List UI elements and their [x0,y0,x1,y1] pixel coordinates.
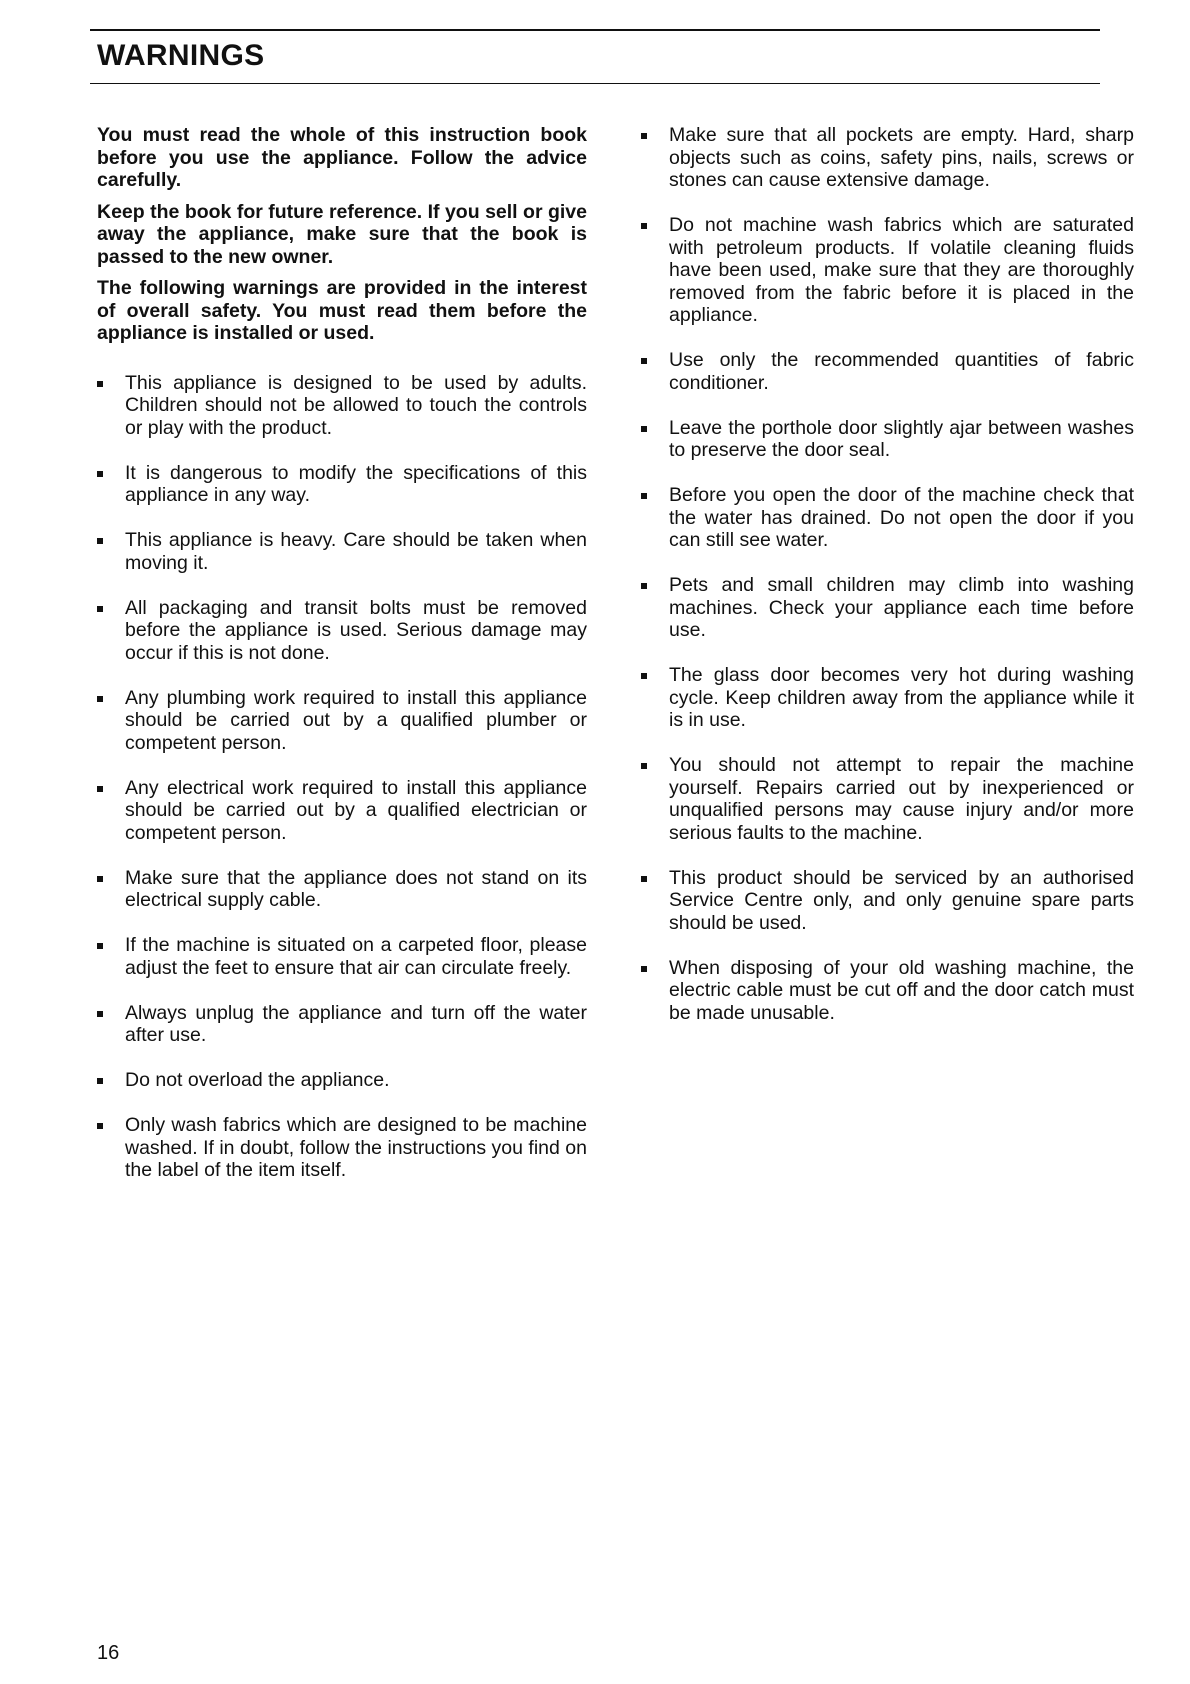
warning-item [97,934,587,979]
bullet-icon [97,876,103,882]
warning-list-right [641,124,1134,1024]
bullet-icon [641,223,647,229]
warning-text: You should not attempt to repair the machine yourself. Repairs carried out by inexperienced or unqualified persons may cause injury and/or more serious faults to the machine. [669,754,1134,844]
bullet-icon [97,1078,103,1084]
bullet-icon [97,786,103,792]
warning-item [641,754,1134,844]
warning-item [97,462,587,507]
warning-item [97,529,587,574]
bullet-icon [641,358,647,364]
left-column [97,124,587,1204]
warning-text: Any plumbing work required to install this appliance should be carried out by a qualified plumber or competent person. [125,686,587,754]
bullet-icon [641,876,647,882]
bullet-icon [97,943,103,949]
bullet-icon [97,606,103,612]
warning-item [97,687,587,755]
bullet-icon [641,763,647,769]
warning-text: Any electrical work required to install this appliance should be carried out by a qualified electrician or competent person. [125,776,587,844]
warning-item [641,664,1134,732]
page-number: 16 [97,1642,120,1664]
warning-item [97,372,587,440]
warning-item [641,484,1134,552]
warning-text: This product should be serviced by an authorised Service Centre only, and only genuine spare parts should be used. [669,866,1134,934]
header-rule-bottom [90,83,1100,84]
warning-text: If the machine is situated on a carpeted floor, please adjust the feet to ensure that air can circulate freely. [125,934,587,979]
warning-text: This appliance is designed to be used by adults. Children should not be allowed to touch the controls or play with the product. [125,371,587,439]
warning-item [641,349,1134,394]
warning-item [97,1002,587,1047]
warning-item [641,124,1134,192]
warning-item [641,417,1134,462]
intro-paragraph: The following warnings are provided in the interest of overall safety. You must read them before the appliance is installed or used. [97,277,587,344]
warning-text: Only wash fabrics which are designed to be machine washed. If in doubt, follow the instructions you find on the label of the item itself. [125,1114,587,1181]
bullet-icon [641,583,647,589]
bullet-icon [97,1011,103,1017]
bullet-icon [641,673,647,679]
bullet-icon [97,696,103,702]
warning-text: Always unplug the appliance and turn off the water after use. [125,1001,587,1046]
warning-text: Leave the porthole door slightly ajar between washes to preserve the door seal. [669,416,1134,461]
bullet-icon [641,426,647,432]
intro-paragraph: Keep the book for future reference. If you sell or give away the appliance, make sure that the book is passed to the new owner. [97,200,587,268]
bullet-icon [97,471,103,477]
bullet-icon [641,966,647,972]
warning-item [641,574,1134,642]
page-title: WARNINGS [97,39,265,72]
warning-item [97,777,587,845]
warning-text: Before you open the door of the machine check that the water has drained. Do not open the door if you can still see water. [669,484,1134,551]
bullet-icon [97,538,103,544]
warning-text: When disposing of your old washing machine, the electric cable must be cut off and the door catch must be made unusable. [669,956,1134,1024]
warning-text: Use only the recommended quantities of fabric conditioner. [669,349,1134,394]
warning-text: Do not machine wash fabrics which are saturated with petroleum products. If volatile cleaning fluids have been used, make sure that they are thoroughly removed from the fabric before it is placed in the appliance. [669,214,1134,326]
warning-text: This appliance is heavy. Care should be taken when moving it. [125,529,587,574]
warning-text: All packaging and transit bolts must be removed before the appliance is used. Serious damage may occur if this is not done. [125,596,587,664]
warning-text: Make sure that the appliance does not stand on its electrical supply cable. [125,866,587,911]
warning-item [97,1069,587,1092]
warning-item [97,597,587,665]
header-rule-top [90,29,1100,31]
warning-item [97,867,587,912]
warning-text: It is dangerous to modify the specifications of this appliance in any way. [125,461,587,506]
warning-item [641,867,1134,935]
warning-item [641,957,1134,1025]
intro-paragraph: You must read the whole of this instruction book before you use the appliance. Follow the advice carefully. [97,124,587,191]
bullet-icon [97,1123,103,1129]
warning-item [97,1114,587,1182]
warning-text: The glass door becomes very hot during washing cycle. Keep children away from the appliance while it is in use. [669,664,1134,731]
bullet-icon [641,133,647,139]
bullet-icon [641,493,647,499]
intro-block [97,124,587,345]
warning-list-left [97,372,587,1182]
warning-text: Do not overload the appliance. [125,1069,390,1091]
warning-item [641,214,1134,327]
right-column [641,124,1134,1047]
bullet-icon [97,381,103,387]
warning-text: Pets and small children may climb into washing machines. Check your appliance each time before use. [669,574,1134,641]
warning-text: Make sure that all pockets are empty. Hard, sharp objects such as coins, safety pins, nails, screws or stones can cause extensive damage. [669,124,1134,191]
